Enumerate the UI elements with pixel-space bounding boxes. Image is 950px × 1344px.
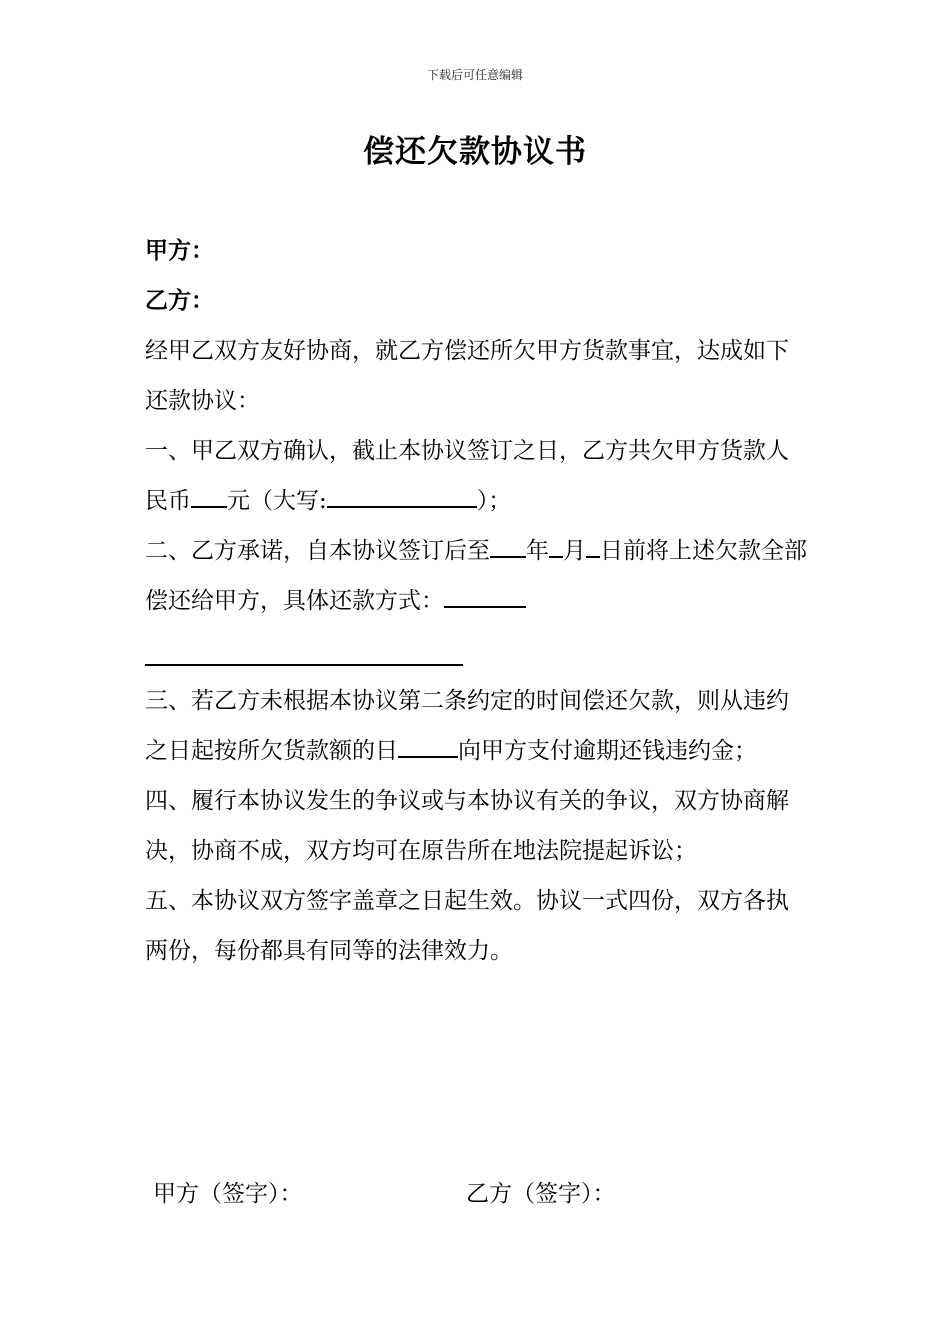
day-blank[interactable] (586, 530, 600, 558)
clause-3-prefix: 三、若乙方未根据本协议第二条约定的时间偿还欠款，则从违约之日起按所欠货款额的日 (145, 688, 789, 764)
document-title: 偿还欠款协议书 (363, 134, 587, 170)
repayment-method-blank-2[interactable] (145, 638, 463, 666)
clause-1 (145, 426, 810, 526)
repayment-method-blank[interactable] (444, 580, 526, 608)
clause-2 (145, 526, 810, 626)
clause-2-month: 月 (563, 538, 586, 564)
clause-5: 五、本协议双方签字盖章之日起生效。协议一式四份，双方各执两份，每份都具有同等的法律效力。 (145, 888, 789, 964)
party-a-label: 甲方： (145, 237, 214, 264)
party-b-label: 乙方： (145, 287, 214, 314)
clause-3 (145, 676, 810, 776)
clause-2-prefix: 二、乙方承诺，自本协议签订后至 (145, 538, 490, 564)
amount-words-blank[interactable] (327, 480, 477, 508)
party-b-signature: 乙方（签字）： (466, 1181, 616, 1207)
month-blank[interactable] (549, 530, 563, 558)
party-a-signature: 甲方（签字）： (153, 1181, 303, 1207)
document-body (145, 226, 810, 976)
clause-2-rest: 日前将上述欠款全部偿还给甲方，具体还款方式： (145, 538, 807, 614)
clause-1-prefix: 一、甲乙双方确认，截止本协议签订之日，乙方共欠甲方货款人民币 (145, 438, 789, 514)
intro-paragraph: 经甲乙双方友好协商，就乙方偿还所欠甲方货款事宜，达成如下还款协议： (145, 338, 789, 414)
clause-1-mid: 元（大写: (227, 488, 327, 514)
repayment-method-line (145, 626, 810, 676)
clause-1-suffix: ）； (476, 488, 512, 514)
clause-2-year: 年 (526, 538, 549, 564)
amount-blank[interactable] (191, 480, 227, 508)
clause-4: 四、履行本协议发生的争议或与本协议有关的争议，双方协商解决，协商不成，双方均可在原告所在地法院提起诉讼； (145, 788, 789, 864)
penalty-rate-blank[interactable] (398, 730, 458, 758)
page-header: 下载后可任意编辑 (426, 68, 523, 82)
year-blank[interactable] (490, 530, 526, 558)
clause-3-suffix: 向甲方支付逾期还钱违约金； (458, 738, 757, 764)
